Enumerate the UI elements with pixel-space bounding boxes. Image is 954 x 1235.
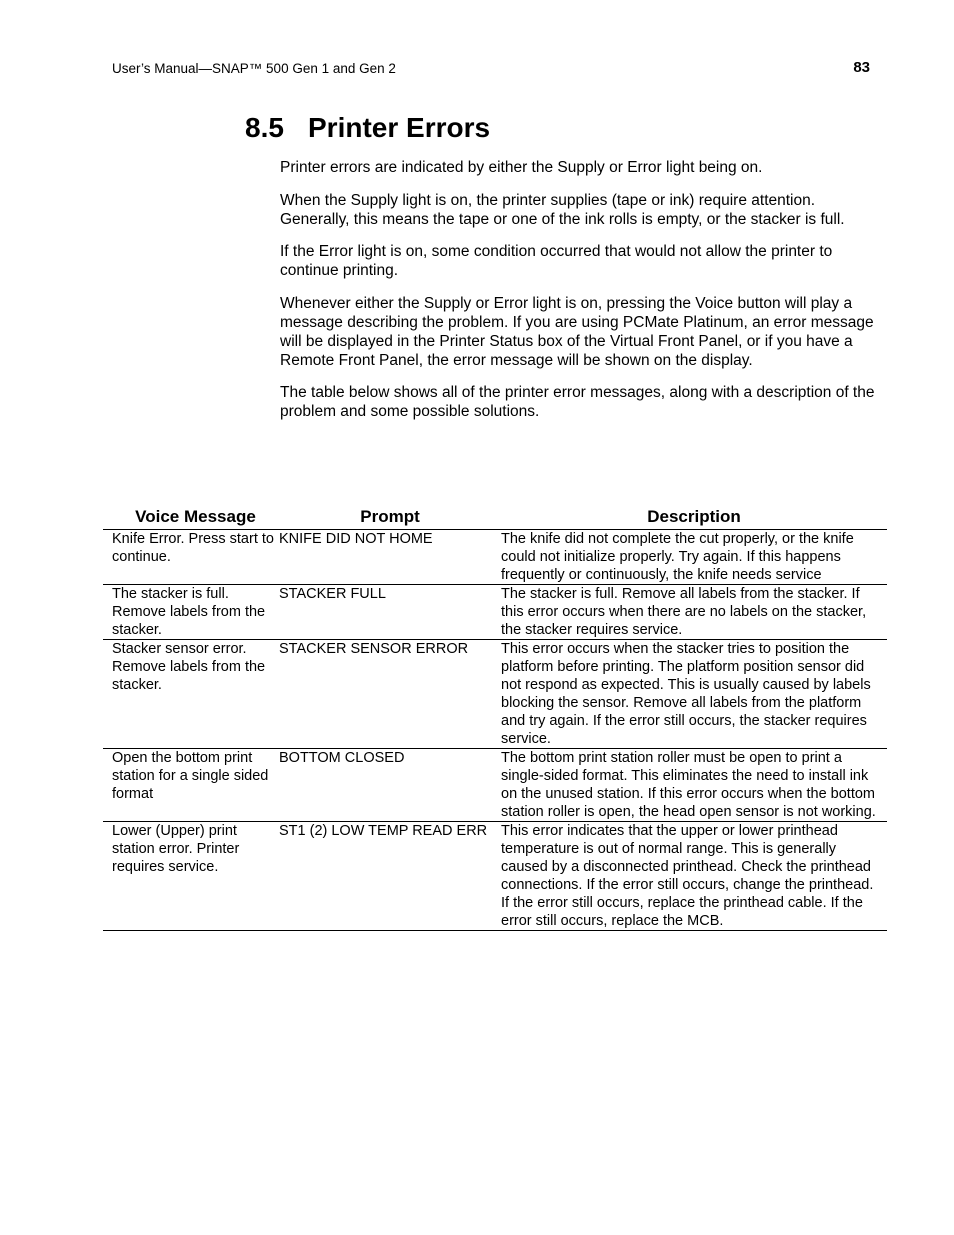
voice-message-cell: Stacker sensor error. Remove labels from the stacker.: [103, 640, 279, 749]
paragraph-voice-button: Whenever either the Supply or Error light is on, pressing the Voice button will play a message describing the problem. If you are using PCMate Platinum, an error message will be displayed in the Printer Status box of the Virtual Front Panel, or if you have a Remote Front Panel, the error message will be shown on the display.: [280, 294, 874, 369]
section-number: 8.5: [245, 112, 284, 143]
header-description: Description: [501, 506, 887, 530]
paragraph-error-light: If the Error light is on, some condition occurred that would not allow the printer to continue printing.: [280, 243, 833, 279]
printer-errors-table: [103, 506, 887, 931]
table-row: [103, 585, 887, 640]
prompt-cell: STACKER FULL: [279, 585, 501, 640]
voice-message-cell: Open the bottom print station for a single sided format: [103, 749, 279, 822]
prompt-cell: KNIFE DID NOT HOME: [279, 530, 501, 585]
voice-message-cell: Lower (Upper) print station error. Printer requires service.: [103, 822, 279, 931]
paragraph-supply-light: When the Supply light is on, the printer supplies (tape or ink) require attention. Generally, this means the tape or one of the ink rolls is empty, or the stacker is full.: [280, 191, 845, 228]
section-title: Printer Errors: [308, 112, 491, 143]
running-header: [112, 60, 870, 80]
description-cell: The stacker is full. Remove all labels from the stacker. If this error occurs when there are no labels on the stacker, the stacker requires service.: [501, 585, 887, 640]
table-row: [103, 530, 887, 585]
prompt-cell: ST1 (2) LOW TEMP READ ERR: [279, 822, 501, 931]
voice-message-cell: Knife Error. Press start to continue.: [103, 530, 279, 585]
prompt-cell: STACKER SENSOR ERROR: [279, 640, 501, 749]
page-number: 83: [853, 59, 870, 76]
table-row: [103, 749, 887, 822]
description-cell: The knife did not complete the cut properly, or the knife could not initialize properly. Try again. If this happens frequently or continuously, the knife needs service: [501, 530, 887, 585]
table-header-row: [103, 506, 887, 530]
paragraph-intro: Printer errors are indicated by either the Supply or Error light being on.: [280, 159, 763, 176]
voice-message-cell: The stacker is full. Remove labels from the stacker.: [103, 585, 279, 640]
table-row: [103, 822, 887, 931]
manual-title: User’s Manual—SNAP™ 500 Gen 1 and Gen 2: [112, 61, 396, 76]
header-voice-message: Voice Message: [103, 506, 279, 530]
body-text: [280, 158, 876, 435]
section-heading: [245, 111, 490, 145]
header-prompt: Prompt: [279, 506, 501, 530]
description-cell: This error occurs when the stacker tries to position the platform before printing. The platform position sensor did not respond as expected. This is usually caused by labels blocking the sensor. Remove all labels from the platform and try again. If the error still occurs, the stacker requires service.: [501, 640, 887, 749]
description-cell: The bottom print station roller must be open to print a single-sided format. This eliminates the need to install ink on the unused station. If this error occurs when the bottom station roller is open, the head open sensor is not working.: [501, 749, 887, 822]
paragraph-table-intro: The table below shows all of the printer error messages, along with a description of the problem and some possible solutions.: [280, 384, 875, 420]
table-row: [103, 640, 887, 749]
description-cell: This error indicates that the upper or lower printhead temperature is out of normal range. This is generally caused by a disconnected printhead. Check the printhead connections. If the error still occurs, change the printhead. If the error still occurs, replace the printhead cable. If the error still occurs, replace the MCB.: [501, 822, 887, 931]
prompt-cell: BOTTOM CLOSED: [279, 749, 501, 822]
